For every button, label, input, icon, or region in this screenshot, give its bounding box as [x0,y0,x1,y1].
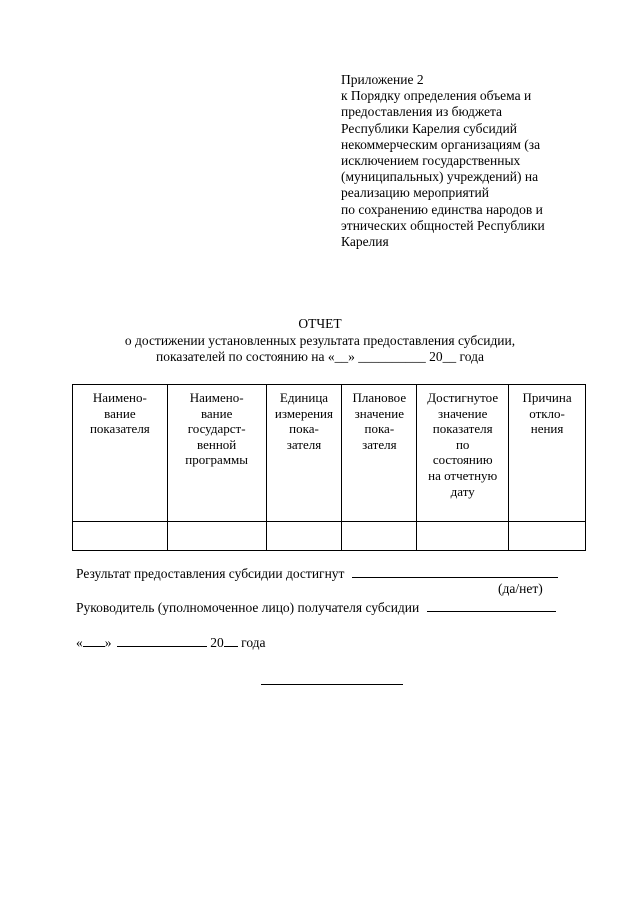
date-suffix: года [241,635,266,650]
appendix-line: Приложение 2 [341,72,424,87]
header-text: Причина [522,390,572,405]
date-row [76,634,266,651]
header-text: значение [438,405,488,421]
result-hint: (да/нет) [498,581,543,596]
report-title: ОТЧЕТ [298,316,342,331]
header-achieved-value [417,385,509,522]
report-table [72,384,586,551]
header-text: на отчетную [428,467,498,483]
header-planned-value [342,385,417,522]
separator-line [261,684,403,685]
date-close-quote: » [104,635,112,650]
table-header-row [73,385,586,522]
result-row [76,565,558,582]
appendix-line: исключением государственных [341,153,521,169]
header-text: Единица [279,390,329,405]
date-open-quote: « [76,635,83,650]
date-day-blank [83,634,105,647]
header-text: состоянию [432,452,493,468]
table-cell [417,522,509,551]
header-text: зателя [286,436,322,452]
header-text: Наимено- [92,390,147,405]
appendix-line: (муниципальных) учреждений) на [341,169,539,185]
header-text: нения [530,421,564,437]
header-text: показателя [432,421,493,437]
header-text: значение [354,405,404,421]
header-unit [266,385,342,522]
appendix-line: Карелия [341,234,389,250]
table-cell [266,522,342,551]
date-year-blank [224,634,238,647]
header-text: венной [197,436,237,452]
head-row [76,599,556,616]
appendix-block [341,72,581,250]
appendix-line: реализацию мероприятий [341,185,490,201]
table-cell [342,522,417,551]
header-text: Плановое [352,390,407,405]
header-text: по [455,436,470,452]
date-month-blank [117,634,207,647]
report-subtitle-line1: о достижении установленных результата предоставления субсидии, [124,333,516,348]
head-blank-line [427,599,556,612]
table-row [73,522,586,551]
header-text: вание [200,405,233,421]
header-text: дату [450,483,475,499]
header-text: Наимено- [189,390,244,405]
appendix-line: Республики Карелия субсидий [341,120,517,136]
appendix-line: к Порядку определения объема и [341,88,532,104]
header-text: пока- [364,421,395,437]
result-blank-line [352,565,558,578]
appendix-line: некоммерческим организациям (за [341,136,541,152]
table-cell [73,522,168,551]
table-cell [509,522,586,551]
header-text: вание [104,405,136,421]
header-deviation-reason [509,385,586,522]
head-label: Руководитель (уполномоченное лицо) получателя субсидии [76,600,420,615]
appendix-line: по сохранению единства народов и [341,201,543,217]
appendix-line: этнических общностей Республики [341,217,545,233]
report-subtitle-line2: показателей по состоянию на «__» __________ 20__ года [156,349,484,364]
header-text: показателя [89,421,150,437]
header-text: программы [185,452,249,468]
header-text: измерения [274,405,333,421]
date-year-prefix: 20 [210,635,224,650]
header-text: пока- [289,421,319,437]
header-text: Достигнутое [427,390,499,405]
table-cell [167,522,266,551]
result-label: Результат предоставления субсидии достигнут [76,566,345,581]
header-indicator-name [73,385,168,522]
header-program-name [167,385,266,522]
header-text: откло- [529,405,565,421]
header-text: зателя [362,436,397,452]
appendix-line: предоставления из бюджета [341,104,503,120]
header-text: государст- [187,421,246,437]
